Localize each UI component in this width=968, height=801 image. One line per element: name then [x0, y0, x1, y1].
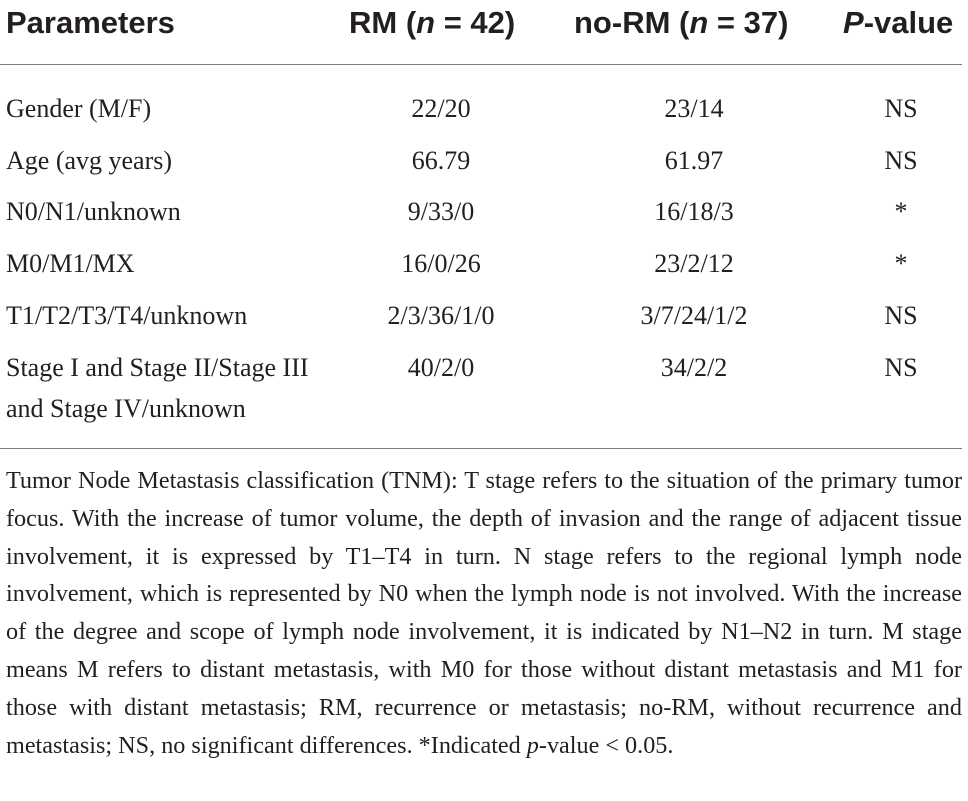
row-p-value: *: [894, 197, 908, 226]
row-p-value: NS: [884, 301, 918, 330]
row-parameter: Stage I and Stage II/Stage III and Stage IV/unknown: [6, 353, 309, 423]
table-header-row: [0, 0, 968, 50]
row-no-rm-value: 61.97: [664, 146, 724, 175]
row-parameter: T1/T2/T3/T4/unknown: [6, 301, 248, 330]
row-p-value: *: [894, 249, 908, 278]
row-no-rm-value: 23/14: [664, 94, 724, 123]
row-rm-value: 2/3/36/1/0: [387, 301, 495, 330]
row-no-rm-value: 23/2/12: [654, 249, 734, 278]
row-parameter: N0/N1/unknown: [6, 197, 181, 226]
header-parameters: [6, 4, 175, 42]
header-no-rm-prefix: no-RM (: [574, 5, 690, 40]
row-no-rm-value: 16/18/3: [654, 197, 734, 226]
row-no-rm-value: 34/2/2: [660, 353, 728, 382]
header-p-value: [843, 4, 953, 42]
footnote-indicated-p: p: [526, 731, 539, 759]
table-top-divider: [0, 64, 962, 65]
header-parameters-label: Parameters: [6, 5, 175, 40]
header-no-rm-n: n: [689, 5, 709, 40]
row-p-value: NS: [884, 353, 918, 382]
header-p-value-p: P: [843, 5, 864, 40]
table-bottom-divider: [0, 448, 962, 449]
row-rm-value: 66.79: [411, 146, 471, 175]
row-rm-value: 9/33/0: [407, 197, 475, 226]
table-footnote: [6, 462, 962, 764]
row-parameter: M0/M1/MX: [6, 249, 135, 278]
header-rm: [349, 4, 515, 42]
footnote-indicated-suffix: -value < 0.05.: [538, 731, 674, 759]
row-rm-value: 16/0/26: [401, 249, 481, 278]
header-no-rm-suffix: = 37): [708, 5, 789, 40]
row-rm-value: 40/2/0: [407, 353, 475, 382]
header-rm-prefix: RM (: [349, 5, 417, 40]
row-p-value: NS: [884, 146, 918, 175]
header-rm-suffix: = 42): [435, 5, 516, 40]
header-no-rm: [574, 4, 788, 42]
row-parameter: Gender (M/F): [6, 94, 152, 123]
footnote-text: Tumor Node Metastasis classification (TNM): T stage refers to the situation of the primary tumor focus. With the increase of tumor volume, the depth of invasion and the range of adjacent tissue involvement, it is expressed by T1–T4 in turn. N stage refers to the regional lymph node involvement, which is represented by N0 when the lymph node is not involved. With the increase of the degree and scope of lymph node involvement, it is indicated by N1–N2 in turn. M stage means M refers to distant metastasis, with M0 for those without distant metastasis and M1 for those with distant metastasis; RM, recurrence or metastasis; no-RM, without recurrence and metastasis; NS, no significant differences.: [6, 467, 962, 759]
row-parameter: Age (avg years): [6, 146, 173, 175]
header-rm-n: n: [416, 5, 436, 40]
header-p-value-suffix: -value: [863, 5, 954, 40]
row-rm-value: 22/20: [411, 94, 471, 123]
footnote-indicated-prefix: *Indicated: [418, 731, 527, 759]
row-p-value: NS: [884, 94, 918, 123]
row-no-rm-value: 3/7/24/1/2: [640, 301, 748, 330]
